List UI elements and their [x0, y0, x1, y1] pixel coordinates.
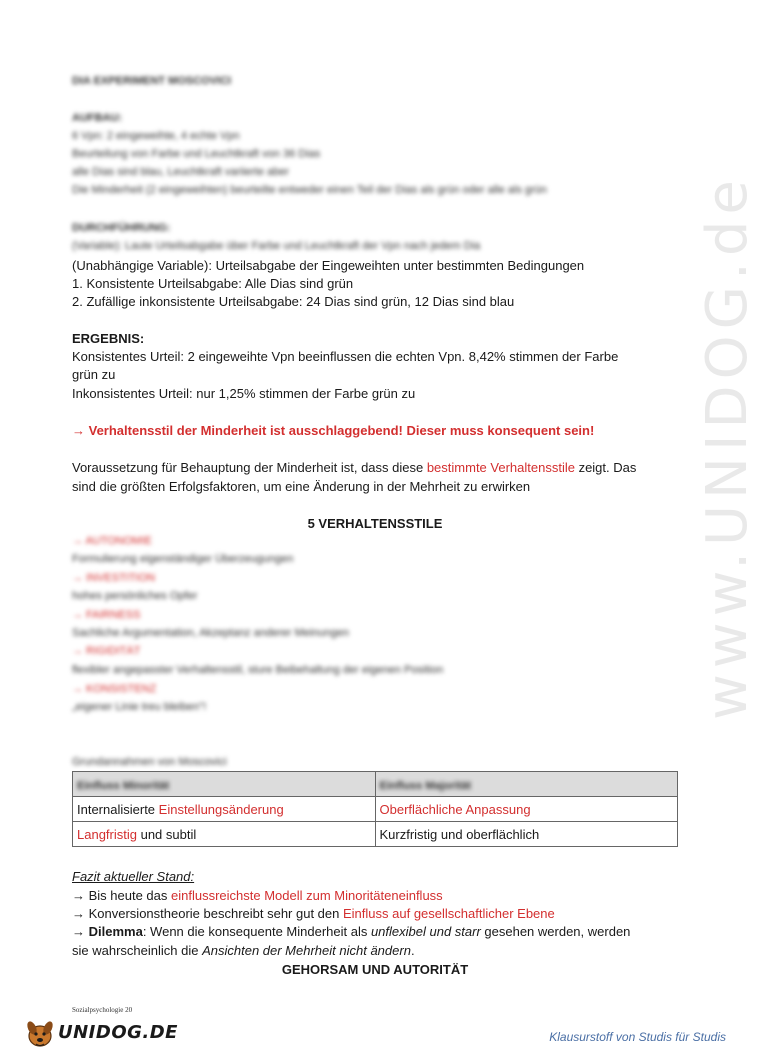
watermark: www.UNIDOG.de: [695, 174, 760, 720]
style-heading: → KONSISTENZ: [72, 683, 157, 695]
fazit-line: → Dilemma: Wenn die konsequente Minderheit als unflexibel und starr gesehen werden, werden: [72, 924, 631, 939]
table-row: [73, 822, 678, 847]
table-cell: Oberflächliche Anpassung: [375, 797, 678, 822]
paragraph-line: sind die größten Erfolgsfaktoren, um eine Änderung in der Mehrheit zu erwirken: [72, 479, 531, 494]
style-text: flexibler angepasster Verhaltensstil, sture Beibehaltung der eigenen Position: [72, 664, 444, 676]
section-heading: 5 VERHALTENSSTILE: [307, 516, 443, 531]
table-header-cell: Einfluss Majorität: [375, 772, 678, 797]
table-header-row: [73, 772, 678, 797]
paragraph-line: Inkonsistentes Urteil: nur 1,25% stimmen der Farbe grün zu: [72, 386, 416, 401]
aufbau-line: Beurteilung von Farbe und Leuchtkraft von 36 Dias: [72, 148, 321, 160]
style-text: „eigener Linie treu bleiben"!: [72, 701, 207, 713]
fazit-line: → Bis heute das einflussreichste Modell zum Minoritäteneinfluss: [72, 888, 443, 903]
table-cell: Langfristig und subtil: [73, 822, 376, 847]
table-cell: Internalisierte Einstellungsänderung: [73, 797, 376, 822]
style-text: Sachliche Argumentation, Akzeptanz anderer Meinungen: [72, 627, 350, 639]
fazit-heading: Fazit aktueller Stand:: [72, 869, 195, 884]
comparison-table: [72, 771, 678, 847]
style-text: hohes persönliches Opfer: [72, 590, 198, 602]
durchfuehrung-heading: DURCHFÜHRUNG:: [72, 222, 171, 234]
style-text: Formulierung eigenständiger Überzeugungen: [72, 553, 294, 565]
ergebnis-heading: ERGEBNIS:: [72, 331, 145, 346]
table-row: [73, 797, 678, 822]
paragraph-line: Konsistentes Urteil: 2 eingeweihte Vpn beeinflussen die echten Vpn. 8,42% stimmen der Farbe: [72, 349, 619, 364]
page-label: Sozialpsychologie 20: [72, 1006, 133, 1014]
style-heading: → RIGIDITÄT: [72, 645, 141, 657]
style-heading: → INVESTITION: [72, 572, 156, 584]
style-heading: → AUTONOMIE: [72, 535, 152, 547]
table-cell: Kurzfristig und oberflächlich: [375, 822, 678, 847]
table-caption: Grundannahmen von Moscovici: [72, 756, 227, 768]
style-heading: → FAIRNESS: [72, 609, 141, 621]
aufbau-heading: AUFBAU:: [72, 112, 123, 124]
next-section-heading: GEHORSAM UND AUTORITÄT: [281, 962, 469, 977]
fazit-line: sie wahrscheinlich die Ansichten der Mehrheit nicht ändern.: [72, 943, 415, 958]
highlight-statement: → Verhaltensstil der Minderheit ist ausschlaggebend! Dieser muss konsequent sein!: [72, 423, 595, 438]
paragraph-line: 2. Zufällige inkonsistente Urteilsabgabe: 24 Dias sind grün, 12 Dias sind blau: [72, 294, 515, 309]
tagline: Klausurstoff von Studis für Studis: [549, 1030, 726, 1044]
paragraph-line: grün zu: [72, 367, 116, 382]
paragraph-line: 1. Konsistente Urteilsabgabe: Alle Dias sind grün: [72, 276, 354, 291]
paragraph-line: (Unabhängige Variable): Urteilsabgabe der Eingeweihten unter bestimmten Bedingungen: [72, 258, 585, 273]
table-header-cell: Einfluss Minorität: [73, 772, 376, 797]
durchfuehrung-line: (Variable): Laute Urteilsabgabe über Farbe und Leuchtkraft der Vpn nach jedem Dia: [72, 240, 481, 252]
doc-title: DIA EXPERIMENT MOSCOVICI: [72, 75, 232, 87]
aufbau-line: 6 Vpn: 2 eingeweihte, 4 echte Vpn: [72, 130, 240, 142]
fazit-line: → Konversionstheorie beschreibt sehr gut den Einfluss auf gesellschaftlicher Ebene: [72, 906, 555, 921]
aufbau-line: Die Minderheit (2 eingeweihten) beurteilte entweder einen Teil der Dias als grün oder alle als grün: [72, 184, 547, 196]
aufbau-line: alle Dias sind blau, Leuchtkraft variierte aber: [72, 166, 290, 178]
logo-text: UNIDOG.DE: [58, 1022, 178, 1043]
paragraph-line: Voraussetzung für Behauptung der Minderheit ist, dass diese bestimmte Verhaltensstile zeigt. Das: [72, 460, 637, 475]
